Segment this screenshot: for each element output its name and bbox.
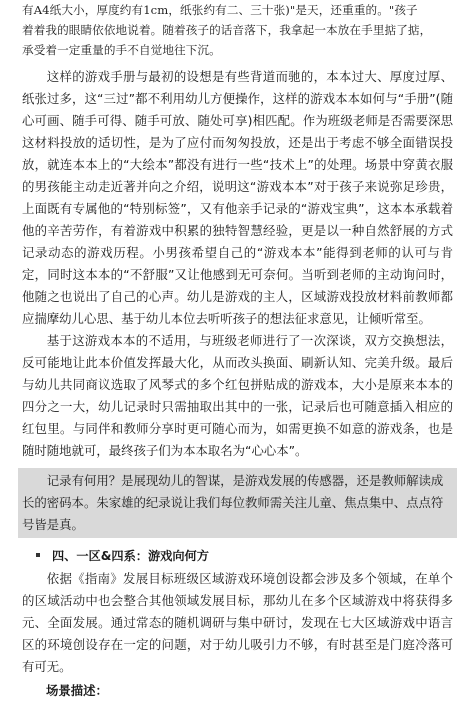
section-heading-text: 四、一区&四系：游戏向何方 xyxy=(52,549,209,563)
body-paragraph-2: 基于这游戏本本的不适用，与班级老师进行了一次深谈，双方交换想法，反可能地让此本价值发挥最大化，从而改头换面、刷新认知、完美升级。最后与幼儿共同商议选取了风琴式的多个红包拼贴成的游戏本，大小是原来本本的四分之一大，幼儿记录时只需抽取出其中的一张，记录后也可随意插入相应的红包里。与同伴和教师分享时更可随心而为，如需更换不如意的游戏条，也是随时随地就可，最终孩子们为本本取名为“心心本”。 xyxy=(22,333,453,458)
body-paragraph-3: 依据《指南》发展目标班级区域游戏环境创设都会涉及多个领域，在单个的区域活动中也会整合其他领域发展目标，那幼儿在多个区域游戏中将获得多元、全面发展。通过常态的随机调研与集中研讨，发现在七大区域游戏中语言区的环境创设存在一定的问题，对于幼儿吸引力不够，有时甚至是门庭冷落可有可无。 xyxy=(22,571,453,674)
heading-bullet-icon xyxy=(36,553,40,557)
preamble-line: 有A4纸大小，厚度约有1cm，纸张约有二、三十张)"是天，还重重的。"孩子 xyxy=(22,3,418,17)
preamble-line: 着着我的眼睛依依地说着。随着孩子的话音落下，我拿起一本放在手里掂了掂， xyxy=(22,23,432,37)
highlighted-quote-block xyxy=(18,468,457,538)
highlighted-quote-text: 记录有何用？是展现幼儿的智谋，是游戏发展的传感器，还是教师解读成长的密码本。朱家雄的纪录说让我们每位教师需关注儿童、焦点集中、点点符号皆是真。 xyxy=(22,473,444,532)
body-paragraph-1: 这样的游戏手册与最初的设想是有些背道而驰的，本本过大、厚度过厚、纸张过多，这“三过”都不利用幼儿方便操作，这样的游戏本本如何与“手册”(随心可画、随手可得、随手可放、随处可享)相匹配。作为班级老师是否需要深思这材料投放的适切性，是为了应付而匆匆投放，还是出于考虑不够全面错误投放，就连本本上的“大绘本”都没有进行一些“技术上”的处理。场景中穿黄衣服的男孩能主动走近著并向之介绍，说明这“游戏本本”对于孩子来说弥足珍贵，上面既有专属他的“特别标签”，又有他亲手记录的“游戏宝典”，这本本承载着他的辛苦劳作，有着游戏中积累的独特智慧经验，更是以一种自然舒展的方式记录动态的游戏历程。小男孩希望自己的“游戏本本”能得到老师的认可与肯定，同时这本本的“不舒服”又让他感到无可奈何。当听到老师的主动询问时，他随之也说出了自己的心声。幼儿是游戏的主人，区域游戏投放材料前教师都应揣摩幼儿心思、基于幼儿本位去听听孩子的想法征求意见，让倾听常至。 xyxy=(22,69,453,326)
scene-description-label: 场景描述： xyxy=(46,683,108,698)
preamble-handwritten xyxy=(22,0,453,60)
section-heading xyxy=(22,544,453,568)
preamble-line: 承受着一定重量的手不自觉地往下沉。 xyxy=(22,43,221,57)
